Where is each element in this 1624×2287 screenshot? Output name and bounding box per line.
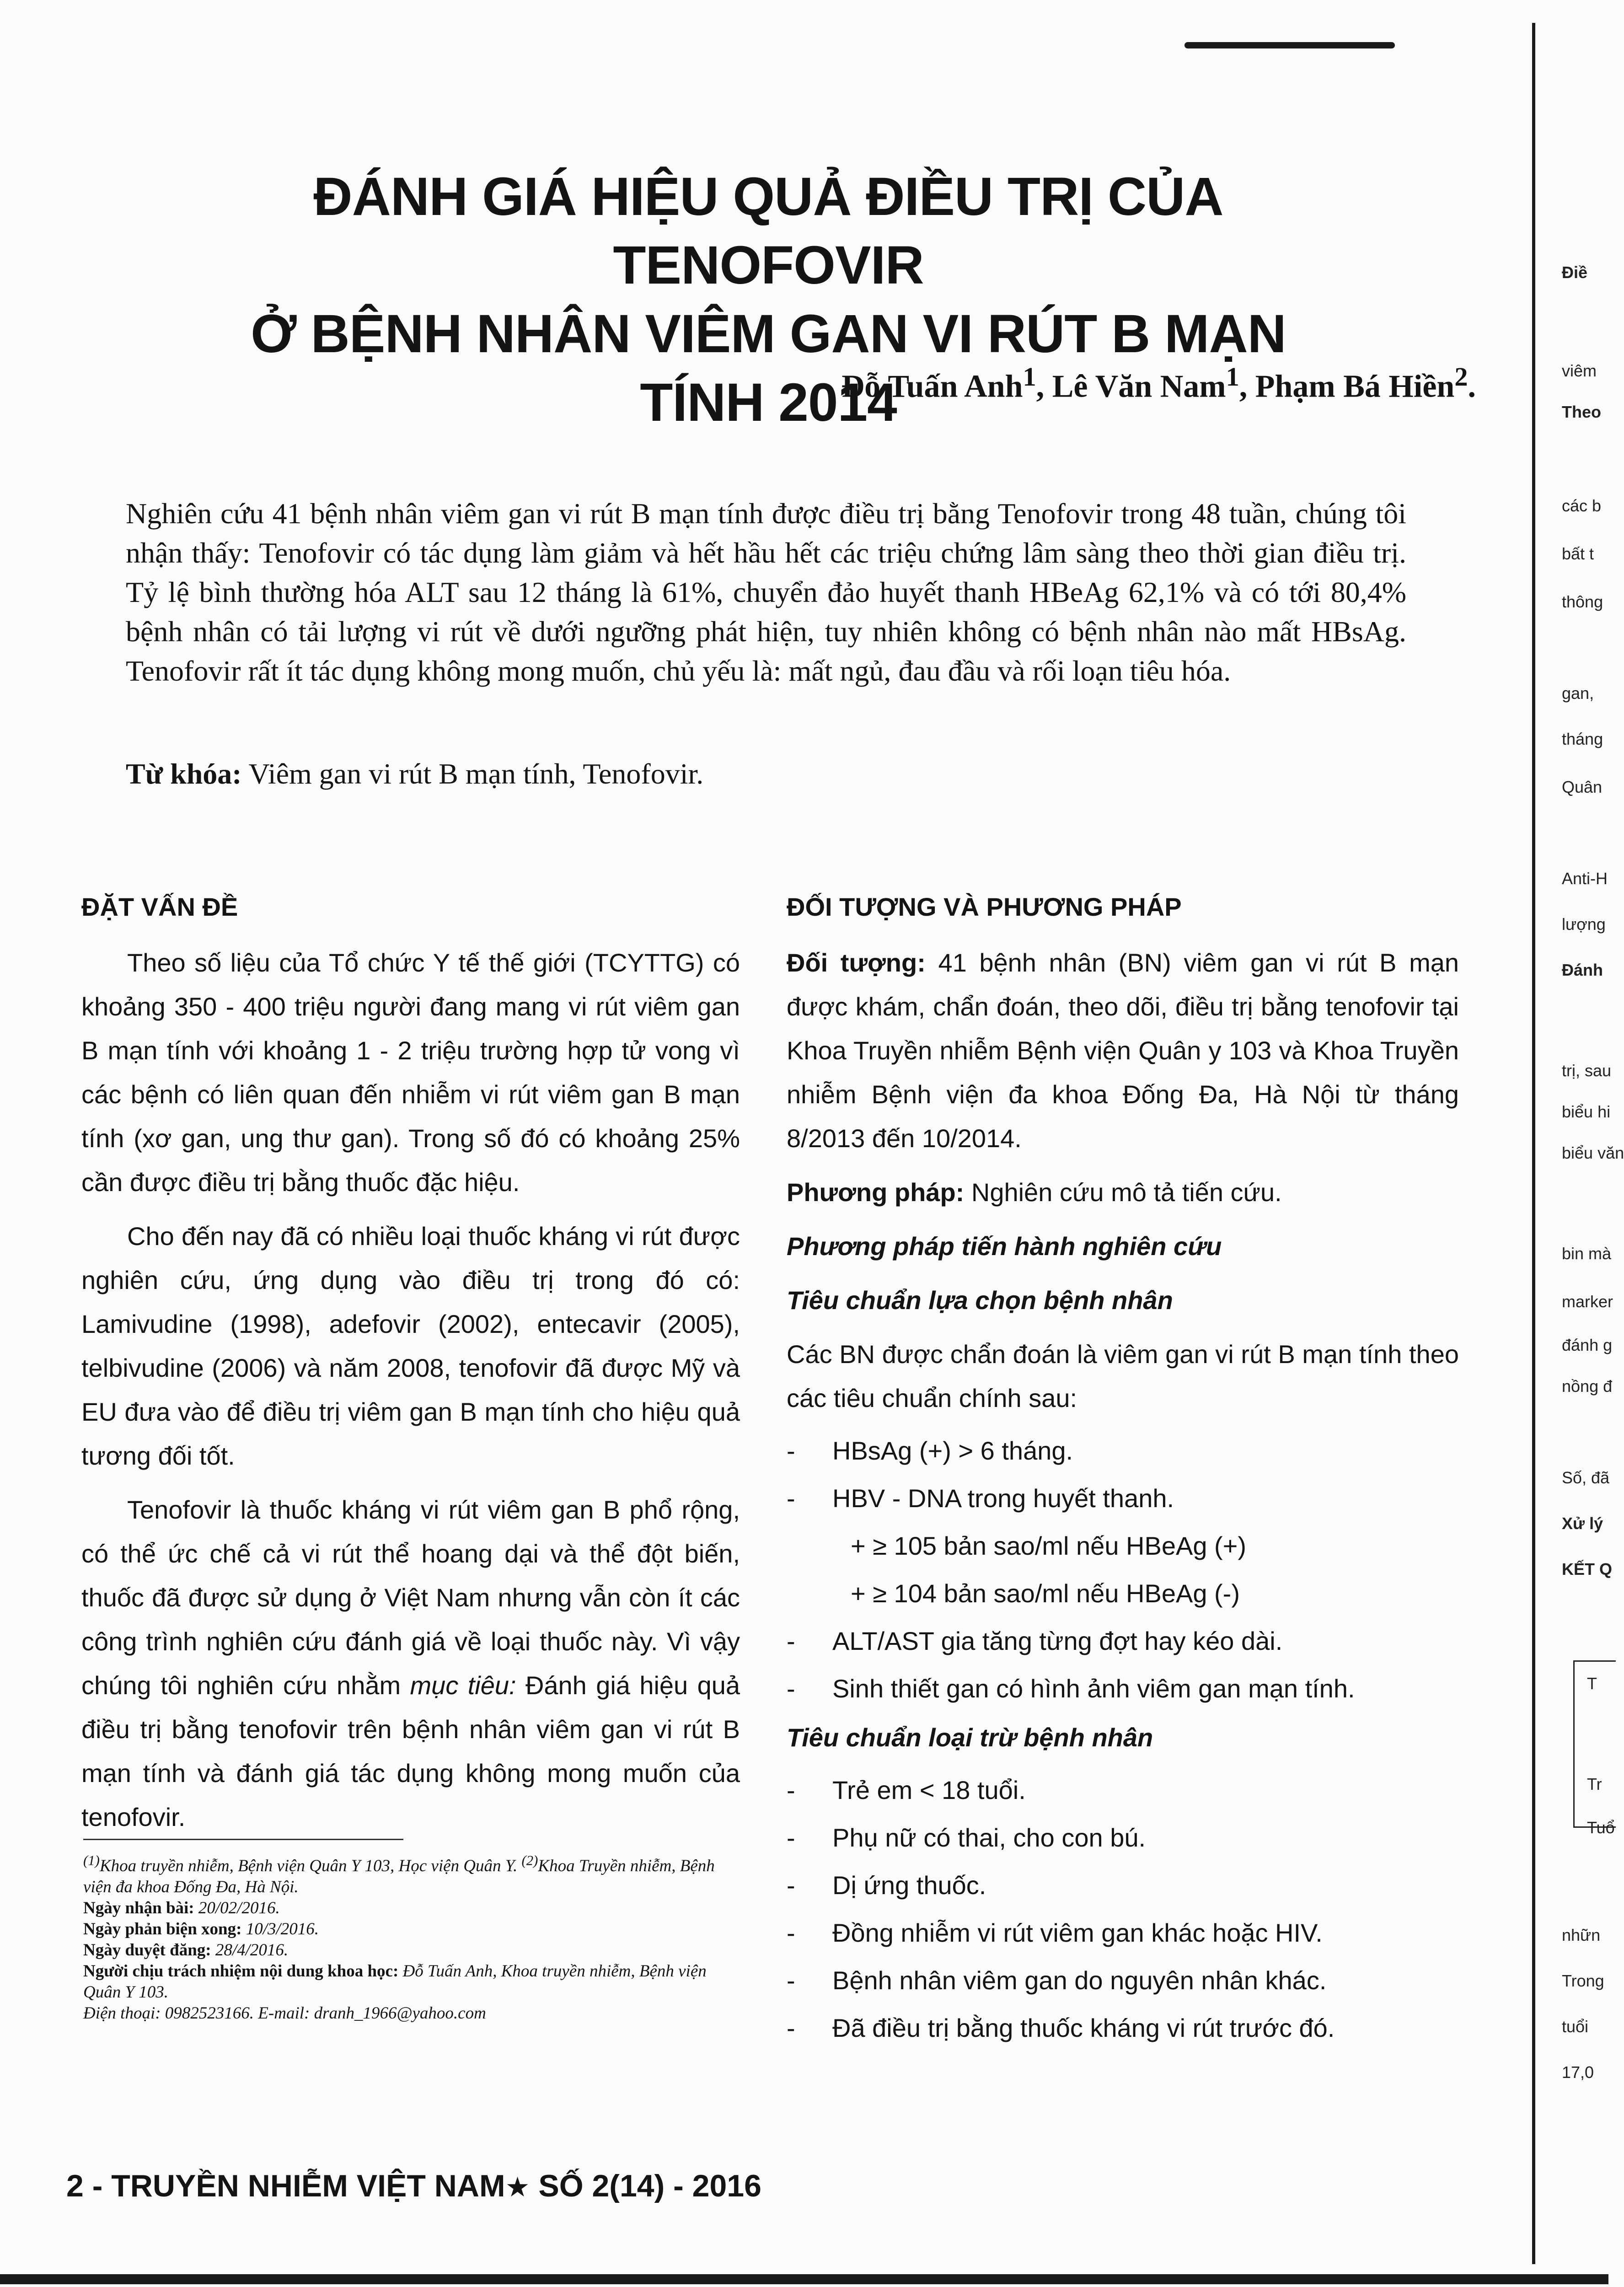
received-value: 20/02/2016. [198,1899,280,1918]
affiliation-1: Khoa truyền nhiễm, Bệnh viện Quân Y 103, Học viện Quân Y. [99,1857,518,1876]
footnote-rule [83,1839,403,1840]
received-date [83,1898,742,1919]
inclusion-list [787,1430,1459,1519]
edge-fragment: 17,0 [1562,2063,1594,2082]
edge-fragment: các b [1562,496,1602,515]
exclusion-heading: Tiêu chuẩn loại trừ bệnh nhân [787,1723,1153,1752]
edge-fragment: Điề [1562,263,1588,282]
bottom-scan-edge [0,2274,1608,2284]
intro-paragraph-1: Theo số liệu của Tổ chức Y tế thế giới (TCYTTG) có khoảng 350 - 400 triệu người đang mang vi rút viêm gan B mạn tính với khoảng 1 - 2 triệu trường hợp tử vong vì các bệnh có liên quan đến nhiễm vi rút viêm gan B mạn tính (xơ gan, ung thư gan). Trong số đó có khoảng 25% cần được điều trị bằng thuốc đặc hiệu. [81,948,740,1197]
edge-fragment: biểu hi [1562,1102,1611,1121]
intro-paragraph-2: Cho đến nay đã có nhiều loại thuốc kháng vi rút được nghiên cứu, ứng dụng vào điều trị trong đó có: Lamivudine (1998), adefovir (2002), entecavir (2005), telbivudine (2006) và năm 2008, tenofovir đã được Mỹ và EU đưa vào để điều trị viêm gan B mạn tính cho hiệu quả tương đối tốt. [81,1222,740,1470]
subjects-paragraph [787,941,1459,1160]
exclusion-list [787,1770,1459,2049]
affiliation-2: Khoa Truyền nhiễm, Bệnh viện đa khoa Đống Đa, Hà Nội. [83,1857,715,1897]
page-gutter-rule [1532,23,1535,2264]
edge-fragment: bin mà [1562,1244,1612,1263]
edge-fragment: Theo [1562,403,1601,421]
edge-fragment: Số, đã [1562,1468,1610,1487]
contact-text: Điện thoại: 0982523166. E-mail: dranh_1966@yahoo.com [83,2004,486,2023]
keywords-text: Viêm gan vi rút B mạn tính, Tenofovir. [248,757,704,790]
list-item: - Đồng nhiễm vi rút viêm gan khác hoặc HIV. [787,1912,1459,1954]
contact-info [83,2003,742,2024]
edge-fragment: Anti-H [1562,869,1608,888]
edge-fragment: Đánh [1562,961,1603,979]
edge-fragment: trị, sau [1562,1061,1612,1080]
author-3-affiliation: 2 [1454,362,1468,392]
page-footer [66,2168,761,2204]
edge-fragment: nhữn [1562,1926,1601,1944]
method-label: Phương pháp: [787,1178,965,1207]
subjects-text: 41 bệnh nhân (BN) viêm gan vi rút B mạn được khám, chẩn đoán, theo dõi, điều trị bằng tenofovir tại Khoa Truyền nhiễm Bệnh viện Quân y 103 và Khoa Truyền nhiễm Bệnh viện đa khoa Đống Đa, Hà Nội từ tháng 8/2013 đến 10/2014. [787,948,1459,1153]
star-icon: ★ [505,2172,530,2202]
edge-fragment: bất t [1562,544,1594,563]
edge-fragment: biểu văn [1562,1144,1624,1162]
objective-label: mục tiêu: [410,1671,516,1700]
accepted-date [83,1940,742,1961]
list-item: - Dị ứng thuốc. [787,1865,1459,1906]
method-paragraph [787,1170,1459,1214]
responsible-author [83,1961,742,2003]
list-item: - ALT/AST gia tăng từng đợt hay kéo dài. [787,1621,1459,1662]
responsible-value: Đỗ Tuấn Anh, Khoa truyền nhiễm, Bệnh viện Quân Y 103. [83,1962,707,2002]
list-item: - Phụ nữ có thai, cho con bú. [787,1817,1459,1858]
page-number: 2 [66,2169,84,2203]
inclusion-list-continued [787,1621,1459,1709]
edge-fragment: Quân [1562,778,1603,796]
issue-number: SỐ 2(14) - 2016 [538,2169,761,2203]
edge-fragment: KẾT Q [1562,1560,1613,1578]
criterion-hbeag-positive: + ≥ 105 bản sao/ml nếu HBeAg (+) [851,1531,1247,1560]
edge-fragment: Xử lý [1562,1514,1603,1533]
responsible-label: Người chịu trách nhiệm nội dung khoa học: [83,1962,399,1981]
edge-fragment: nồng đ [1562,1377,1613,1396]
section-heading-introduction: ĐẶT VẤN ĐỀ [81,892,238,921]
edge-fragment: tuổi [1562,2017,1589,2036]
reviewed-value: 10/3/2016. [246,1920,319,1939]
edge-fragment: lượng [1562,915,1606,934]
edge-fragment: đánh g [1562,1336,1613,1354]
edge-fragment: tháng [1562,730,1603,748]
section-heading-methods: ĐỐI TƯỢNG VÀ PHƯƠNG PHÁP [787,892,1182,921]
edge-fragment: marker [1562,1292,1613,1311]
list-item: - Bệnh nhân viêm gan do nguyên nhân khác. [787,1960,1459,2001]
method-text: Nghiên cứu mô tả tiến cứu. [971,1178,1282,1207]
author-3: Phạm Bá Hiền [1255,369,1455,404]
subjects-label: Đối tượng: [787,948,926,977]
received-label: Ngày nhận bài: [83,1899,194,1918]
keywords [126,757,703,791]
edge-fragment: Tr [1587,1775,1602,1793]
reviewed-date [83,1919,742,1940]
objective-text: Đánh giá hiệu quả điều trị bằng tenofovir trên bệnh nhân viêm gan vi rút B mạn tính và đánh giá tác dụng không mong muốn của tenofovir. [81,1671,740,1831]
author-list: Đỗ Tuấn Anh$^1$, Lê Văn Nam$^1$, Phạm Bá Hiền$^2$. [841,362,1476,404]
inclusion-intro: Các BN được chẩn đoán là viêm gan vi rút B mạn tính theo các tiêu chuẩn chính sau: [787,1340,1459,1412]
aff-mark-1: (1) [83,1853,100,1868]
edge-fragment: T [1587,1674,1597,1693]
edge-fragment: gan, [1562,684,1594,703]
left-column [81,885,740,1849]
keywords-label: Từ khóa: [126,757,242,790]
author-2: Lê Văn Nam [1052,369,1226,404]
accepted-label: Ngày duyệt đăng: [83,1941,211,1960]
abstract: Nghiên cứu 41 bệnh nhân viêm gan vi rút B mạn tính được điều trị bằng Tenofovir trong 48 tuần, chúng tôi nhận thấy: Tenofovir có tác dụng làm giảm và hết hầu hết các triệu chứng lâm sàng theo thời gian điều trị. Tỷ lệ bình thường hóa ALT sau 12 tháng là 61%, chuyển đảo huyết thanh HBeAg 62,1% và có tới 80,4% bệnh nhân có tải lượng vi rút về dưới ngưỡng phát hiện, tuy nhiên không có bệnh nhân nào mất HBsAg. Tenofovir rất ít tác dụng không mong muốn, chủ yếu là: mất ngủ, đau đầu và rối loạn tiêu hóa. [126,497,1406,687]
list-item: - HBV - DNA trong huyết thanh. [787,1478,1459,1519]
edge-fragment: Trong [1562,1971,1604,1990]
author-2-affiliation: 1 [1226,362,1239,392]
title-line-1: ĐÁNH GIÁ HIỆU QUẢ ĐIỀU TRỊ CỦA TENOFOVIR [313,166,1223,295]
inclusion-heading: Tiêu chuẩn lựa chọn bệnh nhân [787,1286,1173,1315]
journal-name: - TRUYỀN NHIỄM VIỆT NAM [92,2169,505,2203]
edge-fragment: Tuổ [1587,1818,1615,1837]
list-item: - Sinh thiết gan có hình ảnh viêm gan mạn tính. [787,1668,1459,1709]
criterion-hbeag-negative: + ≥ 104 bản sao/ml nếu HBeAg (-) [851,1579,1240,1608]
list-item: - Trẻ em < 18 tuổi. [787,1770,1459,1811]
list-item: - HBsAg (+) > 6 tháng. [787,1430,1459,1471]
edge-fragment: viêm [1562,361,1597,380]
procedure-heading: Phương pháp tiến hành nghiên cứu [787,1232,1222,1261]
intro-paragraph-3 [81,1488,740,1839]
title-line-2: Ở BỆNH NHÂN VIÊM GAN VI RÚT B MẠN TÍNH 2014 [251,304,1286,433]
accepted-value: 28/4/2016. [215,1941,289,1960]
intro-p3-text: Tenofovir là thuốc kháng vi rút viêm gan B phổ rộng, có thể ức chế cả vi rút thể hoang dại và thể đột biến, thuốc đã được sử dụng ở Việt Nam nhưng vẫn còn ít các công trình nghiên cứu đánh giá về loại thuốc này. Vì vậy chúng tôi nghiên cứu nhằm [81,1495,740,1700]
affiliations [83,1850,742,1898]
author-1-affiliation: 1 [1023,362,1036,392]
list-item: - Đã điều trị bằng thuốc kháng vi rút trước đó. [787,2008,1459,2049]
reviewed-label: Ngày phản biện xong: [83,1920,242,1939]
aff-mark-2: (2) [521,1853,538,1868]
edge-fragment: thông [1562,592,1603,611]
author-1: Đỗ Tuấn Anh [841,369,1023,404]
footnotes [83,1850,742,2024]
scan-mark [1185,42,1395,48]
right-column [787,885,1459,2055]
